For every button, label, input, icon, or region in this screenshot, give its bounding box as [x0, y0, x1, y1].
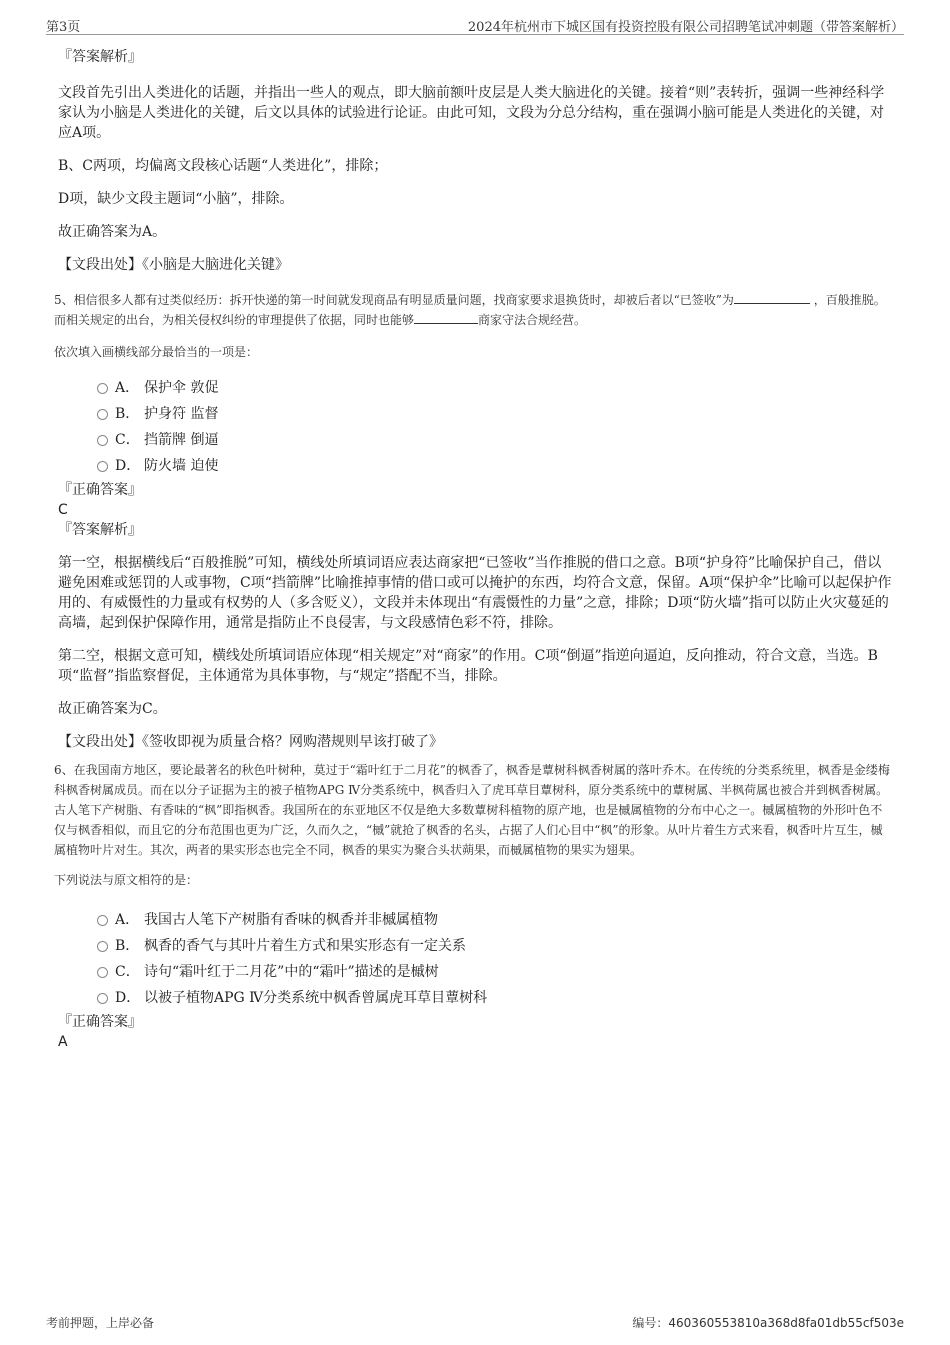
radio-icon[interactable]	[97, 993, 108, 1004]
q6-option-d[interactable]: D． 以被子植物APG Ⅳ分类系统中枫香曾属虎耳草目蕈树科	[58, 984, 894, 1010]
q6-option-a[interactable]: A． 我国古人笔下产树脂有香味的枫香并非槭属植物	[58, 906, 894, 932]
q4-analysis-p3: D项，缺少文段主题词“小脑”，排除。	[58, 191, 294, 207]
q5-blank-2	[414, 311, 478, 324]
q5-options	[58, 374, 894, 478]
radio-icon[interactable]	[97, 967, 108, 978]
q5-analysis-p1: 第一空，根据横线后“百般推脱”可知，横线处所填词语应表达商家把“已签收”当作推脱的借口之意。B项“护身符”比喻保护自己，借以避免困难或惩罚的人或事物，C项“挡箭牌”比喻推掉事情的借口或可以掩护的东西，均符合文意，保留。A项“保护伞”比喻可以起保护作用的、有威慑性的力量或有权势的人（多含贬义），文段并未体现出“有震慑性的力量”之意，排除；D项“防火墙”指可以防止火灾蔓延的高墙，起到保护保障作用，通常是指防止不良侵害，与文段感情色彩不符，排除。	[58, 555, 892, 631]
q6-prompt: 下列说法与原文相符的是：	[54, 873, 199, 887]
document-title: 2024年杭州市下城区国有投资控股有限公司招聘笔试冲刺题（带答案解析）	[467, 20, 904, 35]
q4-analysis-label: 『答案解析』	[58, 49, 142, 65]
radio-icon[interactable]	[97, 409, 108, 420]
radio-icon[interactable]	[97, 915, 108, 926]
footer-slogan: 考前押题，上岸必备	[46, 1316, 155, 1330]
radio-icon[interactable]	[97, 941, 108, 952]
q5-analysis-p2: 第二空，根据文意可知，横线处所填词语应体现“相关规定”对“商家”的作用。C项“倒逼”指逆向逼迫，反向推动，符合文意，当选。B项“监督”指监察督促，主体通常为具体事物，与“规定”搭配不当，排除。	[58, 648, 878, 684]
footer-code	[632, 1314, 904, 1331]
page-content	[54, 44, 894, 1052]
footer-code-label: 编号：	[632, 1316, 669, 1330]
q5-option-b[interactable]: B． 护身符 监督	[58, 400, 894, 426]
q6-option-b[interactable]: B． 枫香的香气与其叶片着生方式和果实形态有一定关系	[58, 932, 894, 958]
q6-option-c[interactable]: C． 诗句“霜叶红于二月花”中的“霜叶”描述的是槭树	[58, 958, 894, 984]
footer-code-value: 460360553810a368d8fa01db55cf503e	[668, 1316, 904, 1330]
q6-answer-label: 『正确答案』	[58, 1014, 142, 1030]
radio-icon[interactable]	[97, 435, 108, 446]
q5-option-a[interactable]: A． 保护伞 敦促	[58, 374, 894, 400]
q5-blank-1	[734, 291, 810, 304]
q4-analysis-p1: 文段首先引出人类进化的话题，并指出一些人的观点，即大脑前额叶皮层是人类大脑进化的关键。接着“则”表转折，强调一些神经科学家认为小脑是人类进化的关键，后文以具体的试验进行论证。由此可知，文段为分总分结构，重在强调小脑可能是人类进化的关键，对应A项。	[58, 85, 885, 141]
page-footer	[46, 1312, 904, 1332]
q5-answer-label: 『正确答案』	[58, 482, 142, 498]
q5-conclusion: 故正确答案为C。	[58, 701, 167, 717]
q4-analysis-p2: B、C两项，均偏离文段核心话题“人类进化”，排除；	[58, 158, 388, 174]
q6-options	[58, 906, 894, 1010]
radio-icon[interactable]	[97, 383, 108, 394]
q5-stem-part2: ，百般推脱。而相关规定的出台，为相关侵权纠纷的审理提供了依据，同时也能够	[54, 293, 886, 327]
radio-icon[interactable]	[97, 461, 108, 472]
q6-answer: A	[58, 1034, 68, 1050]
q5-answer: C	[58, 502, 68, 518]
q4-source: 【文段出处】《小脑是大脑进化关键》	[58, 257, 289, 273]
page-header	[46, 14, 904, 35]
q5-option-d[interactable]: D． 防火墙 迫使	[58, 452, 894, 478]
q5-option-c[interactable]: C． 挡箭牌 倒逼	[58, 426, 894, 452]
q4-conclusion: 故正确答案为A。	[58, 224, 167, 240]
q5-stem-part1: 5、相信很多人都有过类似经历：拆开快递的第一时间就发现商品有明显质量问题，找商家要求退换货时，却被后者以“已签收”为	[54, 293, 734, 307]
q6-stem: 6、在我国南方地区，要论最著名的秋色叶树种，莫过于“霜叶红于二月花”的枫香了，枫香是蕈树科枫香树属的落叶乔木。在传统的分类系统里，枫香是金缕梅科枫香树属成员。而在以分子证据为主的被子植物APG Ⅳ分类系统中，枫香归入了虎耳草目蕈树科，原分类系统中的蕈树属、半枫荷属也被合并到枫香树属。古人笔下产树脂、有香味的“枫”即指枫香。我国所在的东亚地区不仅是绝大多数蕈树科植物的原产地，也是槭属植物的分布中心之一。槭属植物的外形叶色不仅与枫香相似，而且它的分布范围也更为广泛，久而久之，“槭”就抢了枫香的名头，占据了人们心目中“枫”的形象。从叶片着生方式来看，枫香叶片互生，槭属植物叶片对生。其次，两者的果实形态也完全不同，枫香的果实为聚合头状蒴果，而槭属植物的果实为翅果。	[54, 763, 890, 857]
q5-analysis-label: 『答案解析』	[58, 522, 142, 538]
q5-stem-part3: 商家守法合规经营。	[478, 313, 587, 327]
q5-stem	[54, 290, 894, 330]
page-number: 第3页	[46, 20, 81, 35]
q5-source: 【文段出处】《签收即视为质量合格？网购潜规则早该打破了》	[58, 734, 443, 750]
q5-prompt: 依次填入画横线部分最恰当的一项是：	[54, 345, 259, 359]
